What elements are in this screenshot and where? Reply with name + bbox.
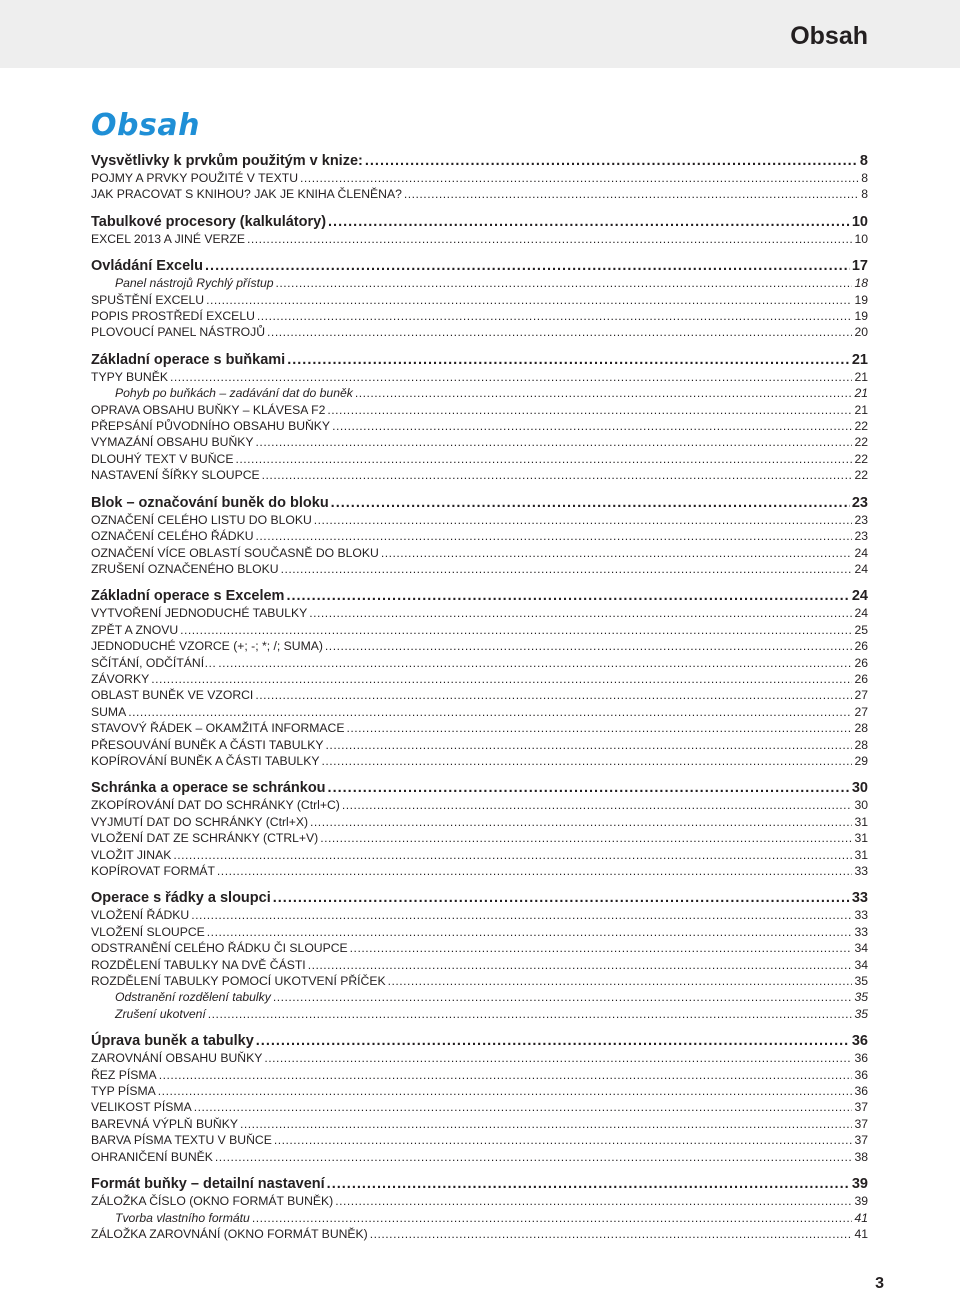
toc-chapter-heading[interactable]: [91, 1175, 868, 1193]
toc-entry-text: Tabulkové procesory (kalkulátory): [91, 213, 327, 230]
dot-leader: [218, 655, 852, 671]
toc-section: [91, 587, 868, 769]
toc-entry-text: Schránka a operace se schránkou: [91, 780, 326, 797]
toc-page-number: 27: [854, 688, 868, 703]
toc-entry[interactable]: [91, 231, 868, 247]
toc-section: [91, 257, 868, 341]
toc-page-number: 21: [854, 369, 868, 384]
toc-entry[interactable]: [91, 671, 868, 687]
toc-page-number: 18: [854, 276, 868, 291]
toc-entry[interactable]: [91, 973, 868, 989]
dot-leader: [215, 1149, 853, 1165]
toc-entry[interactable]: [91, 814, 868, 830]
toc-entry-text: POJMY A PRVKY POUŽITÉ V TEXTU: [91, 171, 299, 185]
toc-page-number: 24: [854, 561, 868, 576]
toc-entry-text: BAREVNÁ VÝPLŇ BUŇKY: [91, 1116, 238, 1131]
toc-entry[interactable]: [91, 907, 868, 923]
toc-page-number: 26: [854, 639, 868, 654]
toc-entry-text: BARVA PÍSMA TEXTU V BUŇCE: [91, 1133, 272, 1148]
dot-leader: [321, 753, 852, 769]
toc-page-number: 29: [854, 753, 868, 768]
toc-section: [91, 1032, 868, 1165]
dot-leader: [256, 434, 853, 450]
table-of-contents: [91, 152, 868, 1252]
dot-leader: [347, 720, 853, 736]
toc-page-number: 36: [854, 1067, 868, 1082]
toc-page-number: 27: [854, 704, 868, 719]
dot-leader: [300, 170, 859, 186]
toc-entry-text: PLOVOUCÍ PANEL NÁSTROJŮ: [91, 325, 266, 340]
toc-page-number: 31: [854, 847, 868, 862]
dot-leader: [256, 1032, 850, 1050]
toc-page-number: 41: [854, 1210, 868, 1225]
toc-page-number: 28: [854, 721, 868, 736]
toc-page-number: 26: [854, 671, 868, 686]
dot-leader: [151, 671, 852, 687]
dot-leader: [194, 1099, 853, 1115]
toc-page-number: 8: [861, 187, 868, 202]
toc-entry-text: Panel nástrojů Rychlý přístup: [115, 276, 274, 291]
toc-entry[interactable]: [91, 1083, 868, 1099]
dot-leader: [273, 989, 853, 1005]
toc-entry[interactable]: [91, 622, 868, 638]
toc-entry-text: ZÁLOŽKA ZAROVNÁNÍ (OKNO FORMÁT BUNĚK): [91, 1226, 368, 1241]
toc-page-number: 22: [854, 468, 868, 483]
dot-leader: [328, 213, 850, 231]
toc-entry-text: ŘEZ PÍSMA: [91, 1067, 157, 1082]
toc-page-number: 36: [851, 1033, 868, 1050]
toc-entry[interactable]: [91, 451, 868, 467]
toc-entry-text: Operace s řádky a sloupci: [91, 890, 271, 907]
toc-entry-text: Odstranění rozdělení tabulky: [115, 990, 271, 1005]
toc-entry-text: ZPĚT A ZNOVU: [91, 622, 179, 637]
toc-entry[interactable]: [91, 605, 868, 621]
header-band: [0, 0, 960, 68]
toc-entry[interactable]: [91, 512, 868, 528]
toc-page-number: 34: [854, 941, 868, 956]
toc-entry-text: Úprava buněk a tabulky: [91, 1033, 254, 1050]
toc-entry-text: ROZDĚLENÍ TABULKY NA DVĚ ČÁSTI: [91, 957, 306, 972]
dot-leader: [286, 587, 849, 605]
toc-subentry[interactable]: [91, 275, 868, 291]
toc-page-number: 33: [851, 890, 868, 907]
toc-subentry[interactable]: [91, 1210, 868, 1226]
toc-entry-text: TYP PÍSMA: [91, 1084, 156, 1099]
toc-entry-text: ODSTRANĚNÍ CELÉHO ŘÁDKU ČI SLOUPCE: [91, 941, 348, 956]
dot-leader: [404, 186, 859, 202]
toc-page-number: 22: [854, 435, 868, 450]
toc-section: [91, 1175, 868, 1242]
toc-chapter-heading[interactable]: [91, 152, 868, 170]
dot-leader: [158, 1083, 853, 1099]
toc-chapter-heading[interactable]: [91, 1032, 868, 1050]
dot-leader: [205, 257, 850, 275]
dot-leader: [325, 638, 853, 654]
toc-page-number: 41: [854, 1226, 868, 1241]
toc-page-number: 33: [854, 864, 868, 878]
toc-page-number: 39: [854, 1194, 868, 1209]
toc-section: [91, 889, 868, 1022]
toc-page-number: 22: [854, 451, 868, 466]
dot-leader: [247, 231, 852, 247]
toc-entry[interactable]: [91, 170, 868, 186]
toc-section: [91, 152, 868, 203]
toc-section: [91, 351, 868, 484]
toc-page-number: 30: [851, 780, 868, 797]
toc-entry[interactable]: [91, 545, 868, 561]
toc-chapter-heading[interactable]: [91, 257, 868, 275]
dot-leader: [370, 1226, 853, 1242]
toc-chapter-heading[interactable]: [91, 889, 868, 907]
toc-entry[interactable]: [91, 863, 868, 879]
toc-page-number: 33: [854, 908, 868, 923]
toc-entry[interactable]: [91, 753, 868, 769]
toc-entry-text: SUMA: [91, 704, 127, 719]
toc-entry[interactable]: [91, 1116, 868, 1132]
toc-page-number: 8: [861, 171, 868, 185]
toc-page-number: 36: [854, 1084, 868, 1099]
toc-page-number: 8: [859, 153, 868, 169]
toc-page-number: 19: [854, 292, 868, 307]
toc-entry-text: VLOŽIT JINAK: [91, 847, 172, 862]
dot-leader: [173, 847, 852, 863]
dot-leader: [264, 1050, 852, 1066]
dot-leader: [335, 1193, 852, 1209]
toc-page-number: 23: [854, 529, 868, 544]
toc-entry-text: VLOŽENÍ DAT ZE SCHRÁNKY (CTRL+V): [91, 831, 319, 846]
dot-leader: [240, 1116, 852, 1132]
toc-entry-text: ZKOPÍROVÁNÍ DAT DO SCHRÁNKY (Ctrl+C): [91, 798, 340, 813]
toc-page-number: 20: [854, 325, 868, 340]
dot-leader: [350, 940, 853, 956]
toc-entry-text: JEDNODUCHÉ VZORCE (+; -; *; /; SUMA): [91, 639, 323, 654]
toc-entry[interactable]: [91, 308, 868, 324]
toc-page-number: 26: [854, 655, 868, 670]
dot-leader: [287, 351, 850, 369]
dot-leader: [208, 1006, 853, 1022]
toc-entry[interactable]: [91, 720, 868, 736]
toc-page-number: 23: [854, 512, 868, 527]
dot-leader: [310, 814, 852, 830]
toc-section: [91, 494, 868, 578]
toc-entry-text: Ovládání Excelu: [91, 258, 204, 275]
toc-page-number: 38: [854, 1149, 868, 1164]
dot-leader: [257, 308, 853, 324]
toc-entry-text: ZRUŠENÍ OZNAČENÉHO BLOKU: [91, 561, 279, 576]
dot-leader: [332, 418, 852, 434]
toc-page-number: 24: [854, 545, 868, 560]
dot-leader: [252, 1210, 853, 1226]
toc-page-number: 22: [854, 419, 868, 434]
dot-leader: [328, 779, 850, 797]
toc-entry[interactable]: [91, 369, 868, 385]
toc-entry-text: VLOŽENÍ ŘÁDKU: [91, 908, 190, 923]
toc-entry[interactable]: [91, 704, 868, 720]
toc-entry-text: STAVOVÝ ŘÁDEK – OKAMŽITÁ INFORMACE: [91, 721, 345, 736]
toc-chapter-heading[interactable]: [91, 494, 868, 512]
toc-subentry[interactable]: [91, 385, 868, 401]
toc-page-number: 37: [854, 1116, 868, 1131]
toc-entry[interactable]: [91, 830, 868, 846]
dot-leader: [191, 907, 852, 923]
toc-entry-text: ZÁVORKY: [91, 671, 150, 686]
toc-page-number: 37: [854, 1133, 868, 1148]
page-title: Obsah: [91, 108, 200, 143]
toc-entry-text: POPIS PROSTŘEDÍ EXCELU: [91, 309, 255, 324]
toc-entry[interactable]: [91, 528, 868, 544]
toc-page-number: 33: [854, 924, 868, 939]
toc-entry-text: VYJMUTÍ DAT DO SCHRÁNKY (Ctrl+X): [91, 814, 309, 829]
dot-leader: [331, 494, 850, 512]
dot-leader: [327, 402, 852, 418]
toc-entry-text: OBLAST BUNĚK VE VZORCI: [91, 688, 254, 703]
toc-entry-text: OZNAČENÍ VÍCE OBLASTÍ SOUČASNĚ DO BLOKU: [91, 545, 379, 560]
page-number: 3: [875, 1275, 884, 1292]
header-title: Obsah: [790, 22, 868, 50]
toc-entry[interactable]: [91, 797, 868, 813]
toc-entry-text: OPRAVA OBSAHU BUŇKY – KLÁVESA F2: [91, 402, 326, 417]
toc-entry[interactable]: [91, 561, 868, 577]
toc-entry-text: VYTVOŘENÍ JEDNODUCHÉ TABULKY: [91, 606, 308, 621]
toc-page-number: 28: [854, 737, 868, 752]
toc-entry-text: Vysvětlivky k prvkům použitým v knize:: [91, 153, 363, 169]
toc-entry[interactable]: [91, 418, 868, 434]
dot-leader: [274, 1132, 853, 1148]
toc-entry[interactable]: [91, 324, 868, 340]
dot-leader: [256, 528, 853, 544]
toc-entry[interactable]: [91, 924, 868, 940]
toc-entry-text: ROZDĚLENÍ TABULKY POMOCÍ UKOTVENÍ PŘÍČEK: [91, 974, 386, 989]
dot-leader: [308, 957, 853, 973]
toc-page-number: 21: [854, 386, 868, 401]
toc-page-number: 19: [854, 309, 868, 324]
toc-entry[interactable]: [91, 940, 868, 956]
toc-entry-text: KOPÍROVAT FORMÁT: [91, 864, 215, 878]
toc-entry-text: VYMAZÁNÍ OBSAHU BUŇKY: [91, 435, 254, 450]
toc-entry-text: OZNAČENÍ CELÉHO LISTU DO BLOKU: [91, 512, 312, 527]
dot-leader: [206, 292, 852, 308]
toc-entry[interactable]: [91, 1226, 868, 1242]
toc-entry-text: Blok – označování buněk do bloku: [91, 494, 329, 511]
toc-page-number: 31: [854, 814, 868, 829]
toc-entry-text: Tvorba vlastního formátu: [115, 1210, 250, 1225]
toc-entry-text: DLOUHÝ TEXT V BUŇCE: [91, 451, 234, 466]
toc-entry-text: Zrušení ukotvení: [115, 1006, 206, 1021]
dot-leader: [267, 324, 852, 340]
toc-entry[interactable]: [91, 1193, 868, 1209]
toc-subentry[interactable]: [91, 1006, 868, 1022]
toc-page-number: 10: [851, 213, 868, 230]
toc-entry-text: SPUŠTĚNÍ EXCELU: [91, 292, 205, 307]
dot-leader: [320, 830, 852, 846]
toc-chapter-heading[interactable]: [91, 351, 868, 369]
toc-section: [91, 213, 868, 247]
toc-entry-text: OZNAČENÍ CELÉHO ŘÁDKU: [91, 529, 254, 544]
dot-leader: [327, 1175, 850, 1193]
toc-section: [91, 779, 868, 879]
toc-page-number: 35: [854, 1006, 868, 1021]
toc-chapter-heading[interactable]: [91, 213, 868, 231]
toc-entry-text: Základní operace s buňkami: [91, 351, 286, 368]
dot-leader: [128, 704, 852, 720]
toc-entry-text: TYPY BUNĚK: [91, 369, 168, 384]
toc-entry-text: ZAROVNÁNÍ OBSAHU BUŇKY: [91, 1051, 263, 1066]
toc-entry[interactable]: [91, 687, 868, 703]
toc-entry[interactable]: [91, 847, 868, 863]
dot-leader: [207, 924, 853, 940]
toc-entry-text: KOPÍROVÁNÍ BUNĚK A ČÁSTI TABULKY: [91, 753, 320, 768]
dot-leader: [314, 512, 853, 528]
toc-page-number: 21: [854, 402, 868, 417]
dot-leader: [235, 451, 852, 467]
toc-entry-text: NASTAVENÍ ŠÍŘKY SLOUPCE: [91, 468, 260, 483]
toc-entry-text: Pohyb po buňkách – zadávání dat do buněk: [115, 386, 353, 401]
toc-entry[interactable]: [91, 737, 868, 753]
toc-page-number: 10: [854, 231, 868, 246]
toc-entry[interactable]: [91, 292, 868, 308]
dot-leader: [276, 275, 853, 291]
toc-page-number: 31: [854, 831, 868, 846]
toc-entry[interactable]: [91, 186, 868, 202]
dot-leader: [262, 467, 853, 483]
toc-entry-text: Formát buňky – detailní nastavení: [91, 1176, 325, 1193]
toc-entry-text: JAK PRACOVAT S KNIHOU? JAK JE KNIHA ČLENĚNA?: [91, 187, 402, 202]
toc-entry-text: SČÍTÁNÍ, ODČÍTÁNÍ…: [91, 655, 217, 670]
toc-entry-text: EXCEL 2013 A JINÉ VERZE: [91, 231, 245, 246]
toc-entry-text: OHRANIČENÍ BUNĚK: [91, 1149, 213, 1164]
dot-leader: [159, 1067, 853, 1083]
toc-page-number: 30: [854, 798, 868, 813]
toc-page-number: 23: [851, 494, 868, 511]
toc-page-number: 25: [854, 622, 868, 637]
dot-leader: [388, 973, 853, 989]
toc-entry[interactable]: [91, 1099, 868, 1115]
toc-entry[interactable]: [91, 1149, 868, 1165]
toc-entry[interactable]: [91, 1067, 868, 1083]
dot-leader: [309, 605, 852, 621]
toc-entry-text: VLOŽENÍ SLOUPCE: [91, 924, 205, 939]
toc-entry-text: VELIKOST PÍSMA: [91, 1100, 192, 1115]
toc-entry-text: PŘEPSÁNÍ PŮVODNÍHO OBSAHU BUŇKY: [91, 419, 331, 434]
dot-leader: [170, 369, 852, 385]
toc-page-number: 21: [851, 351, 868, 368]
toc-entry[interactable]: [91, 1050, 868, 1066]
toc-entry[interactable]: [91, 638, 868, 654]
dot-leader: [355, 385, 853, 401]
toc-page-number: 35: [854, 974, 868, 989]
toc-page-number: 36: [854, 1051, 868, 1066]
toc-entry[interactable]: [91, 434, 868, 450]
toc-entry-text: Základní operace s Excelem: [91, 588, 285, 605]
toc-entry[interactable]: [91, 655, 868, 671]
dot-leader: [217, 863, 853, 879]
toc-chapter-heading[interactable]: [91, 779, 868, 797]
dot-leader: [180, 622, 852, 638]
dot-leader: [255, 687, 852, 703]
toc-subentry[interactable]: [91, 989, 868, 1005]
toc-page-number: 37: [854, 1100, 868, 1115]
toc-entry[interactable]: [91, 957, 868, 973]
toc-entry[interactable]: [91, 467, 868, 483]
dot-leader: [381, 545, 853, 561]
toc-page-number: 17: [851, 258, 868, 275]
dot-leader: [281, 561, 853, 577]
dot-leader: [326, 737, 853, 753]
toc-chapter-heading[interactable]: [91, 587, 868, 605]
toc-entry[interactable]: [91, 402, 868, 418]
dot-leader: [273, 889, 850, 907]
toc-page-number: 39: [851, 1176, 868, 1193]
toc-entry-text: PŘESOUVÁNÍ BUNĚK A ČÁSTI TABULKY: [91, 737, 324, 752]
toc-entry[interactable]: [91, 1132, 868, 1148]
dot-leader: [365, 152, 858, 170]
toc-entry-text: ZÁLOŽKA ČÍSLO (OKNO FORMÁT BUNĚK): [91, 1194, 334, 1209]
toc-page-number: 24: [854, 606, 868, 621]
toc-page-number: 24: [851, 588, 868, 605]
toc-page-number: 35: [854, 990, 868, 1005]
dot-leader: [342, 797, 853, 813]
toc-page-number: 34: [854, 957, 868, 972]
